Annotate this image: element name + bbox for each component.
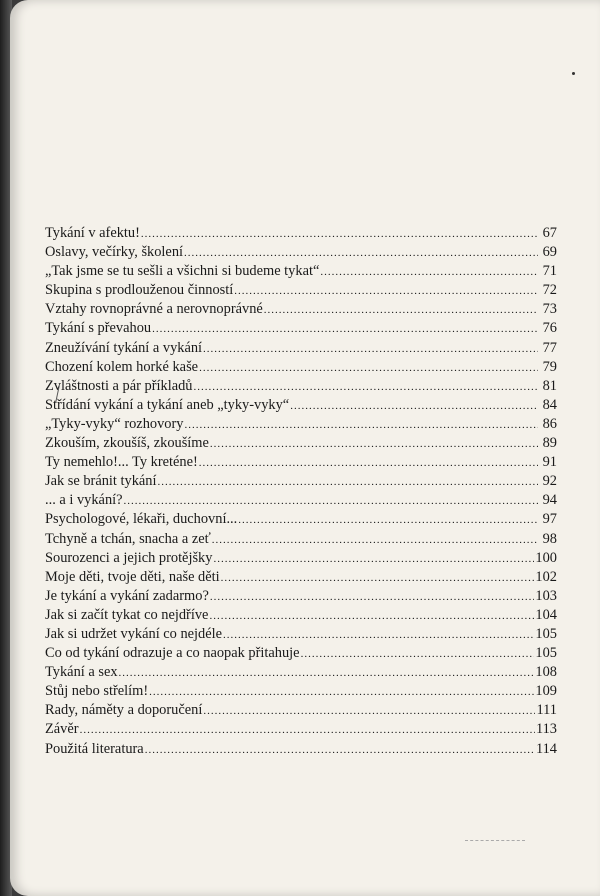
toc-entry — [45, 568, 557, 587]
toc-leader-dots — [210, 435, 538, 454]
toc-entry-page: 79 — [542, 358, 557, 375]
toc-entry-page: 71 — [542, 263, 557, 280]
toc-leader-dots — [119, 664, 535, 683]
toc-entry-title: Chození kolem horké kaše — [45, 358, 199, 375]
toc-entry-page: 77 — [542, 339, 557, 356]
table-of-contents — [45, 224, 557, 759]
toc-entry — [45, 339, 557, 358]
toc-entry — [45, 415, 557, 434]
toc-entry-title: Tykání v afektu! — [45, 225, 140, 241]
toc-entry-title: Oslavy, večírky, školení — [45, 244, 184, 261]
toc-entry — [45, 224, 557, 243]
faint-mark — [465, 840, 525, 842]
toc-leader-dots — [141, 225, 538, 244]
toc-entry-page: 76 — [542, 320, 557, 337]
toc-entry-page: 91 — [542, 454, 557, 471]
toc-entry — [45, 472, 557, 491]
toc-entry-page: 111 — [536, 702, 557, 719]
toc-leader-dots — [213, 550, 534, 569]
toc-entry — [45, 491, 557, 510]
toc-entry-title: Psychologové, lékaři, duchovní... — [45, 511, 238, 528]
toc-entry-page: 103 — [535, 587, 557, 604]
toc-leader-dots — [264, 301, 538, 320]
toc-entry — [45, 510, 557, 529]
toc-leader-dots — [210, 588, 535, 607]
toc-entry — [45, 396, 557, 415]
toc-leader-dots — [158, 473, 539, 492]
toc-leader-dots — [320, 263, 538, 282]
toc-leader-dots — [203, 702, 535, 721]
toc-leader-dots — [212, 531, 538, 550]
toc-leader-dots — [234, 282, 538, 301]
toc-entry — [45, 243, 557, 262]
toc-leader-dots — [152, 320, 538, 339]
toc-leader-dots — [184, 416, 538, 435]
toc-entry — [45, 530, 557, 549]
toc-entry-page: 81 — [542, 377, 557, 394]
toc-entry-title: Sourozenci a jejich protějšky — [45, 549, 213, 566]
toc-entry-page: 67 — [542, 225, 557, 241]
toc-entry-title: Zvláštnosti a pár příkladů — [45, 377, 193, 394]
toc-entry-title: Zneužívání tykání a vykání — [45, 339, 203, 356]
toc-entry-page: 108 — [535, 664, 557, 681]
toc-entry-title: Jak si udržet vykání co nejdéle — [45, 625, 223, 642]
toc-entry-page: 86 — [542, 415, 557, 432]
toc-entry-title: Tykání a sex — [45, 664, 118, 681]
toc-entry — [45, 358, 557, 377]
toc-entry-page: 69 — [542, 244, 557, 261]
toc-entry-title: Jak se bránit tykání — [45, 473, 157, 490]
toc-entry-page: 100 — [535, 549, 557, 566]
toc-leader-dots — [301, 645, 535, 664]
toc-entry — [45, 319, 557, 338]
toc-entry — [45, 549, 557, 568]
toc-leader-dots — [124, 492, 538, 511]
toc-leader-dots — [223, 626, 534, 645]
toc-entry-title: „Tyky-vyky“ rozhovory — [45, 415, 184, 432]
toc-entry-page: 113 — [535, 721, 557, 738]
toc-entry-page: 94 — [542, 492, 557, 509]
toc-entry-title: Co od tykání odrazuje a co naopak přitahuje — [45, 645, 300, 662]
toc-entry — [45, 606, 557, 625]
toc-leader-dots — [149, 683, 534, 702]
toc-leader-dots — [80, 721, 535, 740]
toc-entry-page: 89 — [542, 435, 557, 452]
toc-entry — [45, 720, 557, 739]
toc-entry-title: Střídání vykání a tykání aneb „tyky-vyky“ — [45, 396, 290, 413]
toc-leader-dots — [184, 244, 538, 263]
toc-entry-title: Ty nemehlo!... Ty kreténe! — [45, 454, 198, 471]
toc-entry-page: 105 — [535, 645, 557, 662]
toc-entry-title: Vztahy rovnoprávné a nerovnoprávné — [45, 301, 263, 318]
toc-entry — [45, 682, 557, 701]
toc-entry-page: 98 — [542, 530, 557, 547]
toc-leader-dots — [199, 359, 538, 378]
toc-leader-dots — [290, 397, 538, 416]
toc-leader-dots — [209, 607, 534, 626]
toc-entry-page: 102 — [535, 568, 557, 585]
toc-entry-title: Závěr — [45, 721, 79, 738]
toc-entry — [45, 587, 557, 606]
toc-entry-title: „Tak jsme se tu sešli a všichni si budeme tykat“ — [45, 263, 320, 280]
toc-entry — [45, 434, 557, 453]
toc-entry — [45, 377, 557, 396]
toc-entry — [45, 300, 557, 319]
toc-entry-title: Jak si začít tykat co nejdříve — [45, 606, 209, 623]
toc-entry-page: 72 — [542, 282, 557, 299]
toc-entry-page: 84 — [542, 396, 557, 413]
toc-entry-page: 73 — [542, 301, 557, 318]
toc-entry — [45, 281, 557, 300]
toc-entry — [45, 262, 557, 281]
toc-leader-dots — [221, 569, 535, 588]
toc-entry — [45, 453, 557, 472]
toc-leader-dots — [203, 340, 538, 359]
toc-entry-title: Použitá literatura — [45, 740, 144, 757]
toc-entry-page: 104 — [535, 606, 557, 623]
toc-leader-dots — [238, 511, 538, 530]
toc-entry-page: 105 — [535, 625, 557, 642]
toc-entry-page: 109 — [535, 683, 557, 700]
toc-entry-page: 92 — [542, 473, 557, 490]
toc-entry — [45, 625, 557, 644]
toc-entry-title: Zkouším, zkoušíš, zkoušíme — [45, 435, 209, 452]
toc-entry-title: Tchyně a tchán, snacha a zeť — [45, 530, 211, 547]
toc-entry — [45, 663, 557, 682]
paper-speck — [572, 72, 575, 75]
toc-entry-title: Moje děti, tvoje děti, naše děti — [45, 568, 220, 585]
toc-entry-title: Je tykání a vykání zadarmo? — [45, 587, 209, 604]
toc-entry — [45, 740, 557, 759]
toc-entry-page: 114 — [535, 740, 557, 757]
toc-entry-title: ... a i vykání? — [45, 492, 123, 509]
toc-entry-page: 97 — [542, 511, 557, 528]
toc-leader-dots — [145, 741, 535, 760]
toc-entry-title: Tykání s převahou — [45, 320, 152, 337]
toc-entry-title: Skupina s prodlouženou činností — [45, 282, 234, 299]
toc-entry — [45, 644, 557, 663]
toc-entry — [45, 701, 557, 720]
toc-leader-dots — [193, 378, 538, 397]
toc-entry-title: Stůj nebo střelím! — [45, 683, 149, 700]
toc-leader-dots — [199, 454, 538, 473]
toc-entry-title: Rady, náměty a doporučení — [45, 702, 203, 719]
